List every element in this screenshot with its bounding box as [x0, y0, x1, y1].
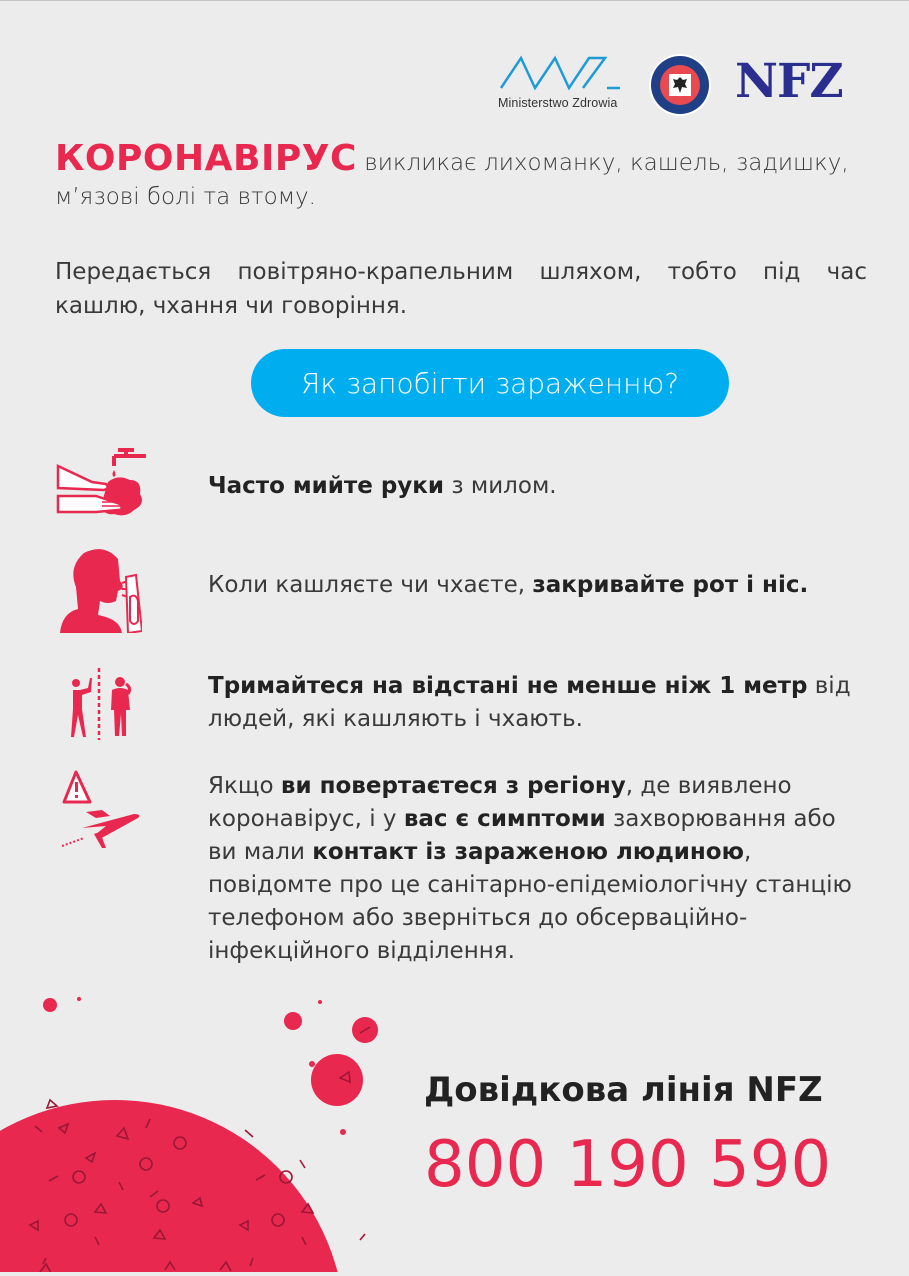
coronavirus-heading: КОРОНАВІРУС — [55, 138, 357, 179]
cough-cover-icon — [56, 547, 142, 637]
tip-regular: захворювання або ви мали — [208, 806, 836, 865]
intro-paragraph — [55, 138, 867, 214]
virus-decoration — [0, 985, 400, 1272]
tip-bold: закривайте рот і ніс. — [532, 572, 809, 598]
virus-particles-icon — [0, 985, 400, 1272]
tip-regular: з милом. — [444, 473, 557, 499]
tip-text — [208, 470, 868, 503]
handwash-icon — [56, 444, 146, 524]
prevention-button[interactable]: Як запобігти зараженню? — [251, 349, 729, 417]
helpline-label: Довідкова лінія NFZ — [424, 1070, 823, 1110]
tip-bold: вас є симптоми — [403, 806, 606, 832]
tip-regular: , де виявлено коронавірус, і у — [208, 773, 792, 832]
nfz-logo: NFZ — [735, 54, 843, 109]
tip-regular: , повідомте про це санітарно-епідеміологічну станцію телефоном або зверніться до обсерваційно-інфекційного відділення. — [208, 839, 852, 964]
tip-regular: від людей, які кашляють і чхають. — [208, 673, 851, 732]
tip-text — [208, 770, 868, 968]
intro-text: викликає лихоманку, кашель, задишку, м’язові болі та втому. — [55, 150, 849, 210]
top-border — [0, 0, 909, 1]
mz-caption: Ministerstwo Zdrowia — [498, 96, 618, 110]
distance-icon — [66, 666, 136, 744]
mz-wave-icon — [499, 52, 623, 92]
tip-regular: Коли кашляєте чи чхаєте, — [208, 572, 533, 598]
tip-bold: Тримайтеся на відстані не менше ніж 1 метр — [208, 673, 808, 699]
tip-bold: ви повертаєтеся з регіону — [280, 773, 626, 799]
logo-bar — [495, 50, 855, 120]
transmission-paragraph: Передається повітряно-крапельним шляхом, тобто під час кашлю, чхання чи говоріння. — [55, 259, 867, 319]
tip-text — [208, 670, 868, 736]
tip-text — [208, 569, 868, 602]
tip-bold: контакт із зараженою людиною — [312, 839, 744, 865]
tip-regular: Якщо — [208, 773, 281, 799]
eagle-emblem-icon — [648, 53, 712, 117]
travel-warning-icon — [62, 770, 142, 854]
helpline-phone-number[interactable]: 800 190 590 — [424, 1128, 832, 1202]
sanitary-inspection-logo — [648, 53, 712, 117]
tip-bold: Часто мийте руки — [208, 473, 445, 499]
ministry-of-health-logo — [495, 50, 625, 120]
